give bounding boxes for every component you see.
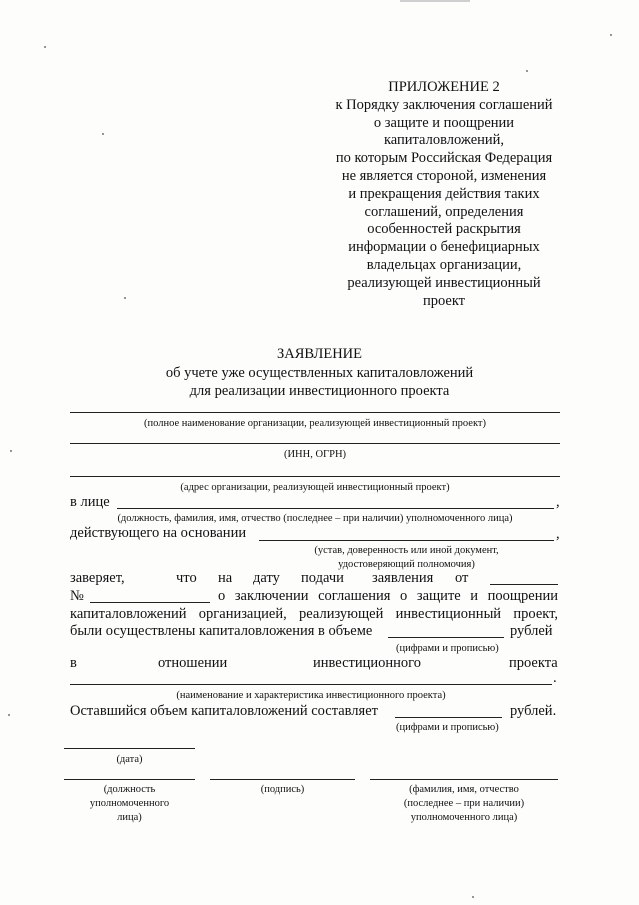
inn-ogrn-hint: (ИНН, ОГРН) bbox=[283, 449, 347, 460]
annex-line: по которым Российская Федерация bbox=[335, 150, 553, 167]
fullname-hint-line-3: уполномоченного лица) bbox=[410, 812, 518, 823]
scan-speck bbox=[102, 133, 104, 135]
project-hint: (наименование и характеристика инвестиционного проекта) bbox=[176, 690, 446, 701]
position-hint-line-3: лица) bbox=[117, 812, 142, 823]
certifies-word: от bbox=[455, 570, 469, 586]
amount-hint: (цифрами и прописью) bbox=[396, 643, 499, 654]
acting-label: действующего на основании bbox=[70, 525, 247, 541]
address-hint: (адрес организации, реализующей инвестиционный проект) bbox=[180, 482, 450, 493]
scan-edge-mark bbox=[400, 0, 470, 2]
annex-line: проект bbox=[422, 292, 466, 309]
org-name-field[interactable] bbox=[70, 412, 560, 413]
annex-line: к Порядку заключения соглашений bbox=[335, 96, 553, 113]
signature-field[interactable] bbox=[210, 779, 355, 780]
investment-amount-field[interactable] bbox=[388, 637, 504, 638]
rubles-label: рублей. bbox=[510, 703, 557, 719]
agreement-text: о заключении соглашения о защите и поощрении bbox=[218, 588, 558, 604]
date-field[interactable] bbox=[64, 748, 195, 749]
number-sign: № bbox=[70, 588, 84, 604]
certifies-word: заверяет, bbox=[70, 570, 125, 586]
basis-document-field[interactable] bbox=[259, 540, 554, 541]
body-line: были осуществлены капиталовложения в объеме bbox=[70, 623, 373, 639]
position-hint-line-2: уполномоченного bbox=[89, 798, 170, 809]
relation-word: в bbox=[70, 655, 77, 671]
fullname-hint-line-1: (фамилия, имя, отчество bbox=[409, 784, 519, 795]
period: . bbox=[553, 670, 557, 686]
remaining-amount-hint: (цифрами и прописью) bbox=[396, 722, 499, 733]
signature-hint: (подпись) bbox=[260, 784, 305, 795]
address-field[interactable] bbox=[70, 476, 560, 477]
document-subtitle-line-2: для реализации инвестиционного проекта bbox=[189, 383, 450, 399]
person-field[interactable] bbox=[117, 508, 554, 509]
in-person-label: в лице bbox=[70, 494, 110, 510]
scan-speck bbox=[8, 714, 10, 716]
position-field[interactable] bbox=[64, 779, 195, 780]
scan-speck bbox=[44, 46, 46, 48]
inn-ogrn-field[interactable] bbox=[70, 443, 560, 444]
person-hint: (должность, фамилия, имя, отчество (последнее – при наличии) уполномоченного лица) bbox=[117, 513, 513, 524]
annex-title: ПРИЛОЖЕНИЕ 2 bbox=[388, 79, 500, 95]
document-title: ЗАЯВЛЕНИЕ bbox=[276, 346, 363, 362]
annex-line: информации о бенефициарных bbox=[348, 239, 540, 256]
basis-hint-line-1: (устав, доверенность или иной документ, bbox=[314, 545, 499, 556]
relation-word: проекта bbox=[509, 655, 558, 671]
annex-line: реализующей инвестиционный bbox=[347, 274, 541, 291]
scan-speck bbox=[610, 34, 612, 36]
org-name-hint: (полное наименование организации, реализующей инвестиционный проект) bbox=[143, 418, 486, 429]
remaining-amount-field[interactable] bbox=[395, 717, 502, 718]
rubles-label: рублей bbox=[510, 623, 553, 639]
comma: , bbox=[556, 494, 560, 510]
scan-speck bbox=[526, 70, 528, 72]
certifies-word: на bbox=[218, 570, 233, 586]
annex-line: не является стороной, изменения bbox=[341, 167, 547, 184]
body-line: капиталовложений организацией, реализующей инвестиционный проект, bbox=[70, 606, 558, 622]
certifies-word: дату bbox=[253, 570, 280, 586]
annex-line: особенностей раскрытия bbox=[367, 221, 521, 238]
relation-word: инвестиционного bbox=[313, 655, 421, 671]
annex-line: и прекращения действия таких bbox=[348, 185, 540, 202]
annex-line: капиталовложений, bbox=[383, 132, 505, 149]
annex-line: соглашений, определения bbox=[364, 203, 524, 220]
basis-hint-line-2: удостоверяющий полномочия) bbox=[338, 559, 475, 570]
scan-speck bbox=[124, 297, 126, 299]
certifies-word: что bbox=[176, 570, 197, 586]
scan-speck bbox=[472, 896, 474, 898]
date-hint: (дата) bbox=[116, 754, 143, 765]
position-hint-line-1: (должность bbox=[103, 784, 156, 795]
certifies-word: подачи bbox=[301, 570, 344, 586]
scan-speck bbox=[10, 450, 12, 452]
certifies-word: заявления bbox=[372, 570, 434, 586]
remaining-text: Оставшийся объем капиталовложений составляет bbox=[70, 703, 378, 719]
application-number-field[interactable] bbox=[90, 602, 210, 603]
annex-line: владельцах организации, bbox=[366, 256, 522, 273]
project-field[interactable] bbox=[70, 684, 552, 685]
comma: , bbox=[556, 526, 560, 542]
fullname-field[interactable] bbox=[370, 779, 558, 780]
annex-line: о защите и поощрении bbox=[373, 114, 515, 131]
relation-word: отношении bbox=[158, 655, 228, 671]
document-subtitle-line-1: об учете уже осуществленных капиталовложений bbox=[165, 365, 474, 381]
fullname-hint-line-2: (последнее – при наличии) bbox=[403, 798, 525, 809]
application-date-field[interactable] bbox=[490, 584, 558, 585]
annex-header bbox=[322, 79, 566, 310]
